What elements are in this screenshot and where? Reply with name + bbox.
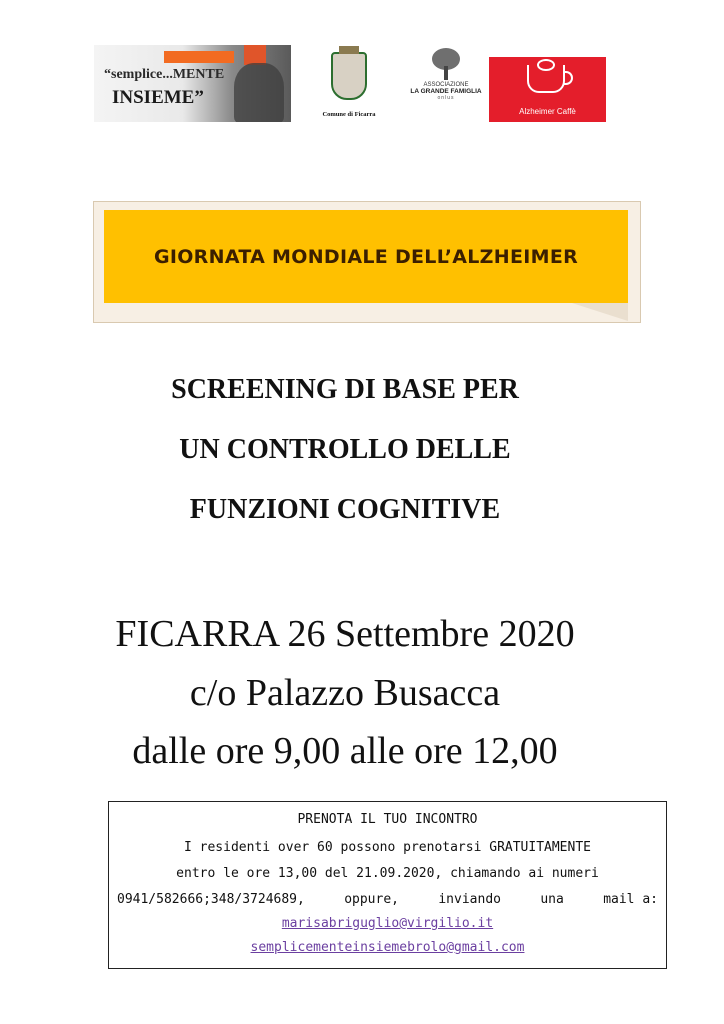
email-link-gmail[interactable]: semplicementeinsiemebrolo@gmail.com [250, 940, 525, 955]
booking-box [108, 801, 667, 969]
cup-handle [563, 71, 573, 85]
logo-text-line1: “semplice...MENTE [104, 67, 225, 82]
banner [104, 210, 628, 303]
booking-word: una [540, 892, 564, 907]
associazione-name: LA GRANDE FAMIGLIA [410, 88, 482, 95]
coat-of-arms-icon [331, 52, 367, 100]
booking-word: inviando [438, 892, 501, 907]
associazione-onlus: onlus [437, 95, 455, 101]
logo-orange-block [244, 45, 266, 65]
booking-title: PRENOTA IL TUO INCONTRO [297, 812, 478, 827]
comune-crest-logo [318, 52, 380, 124]
banner-page-curl [572, 303, 628, 321]
booking-word: oppure, [344, 892, 399, 907]
coffee-cup-icon [527, 65, 565, 93]
event-time: dalle ore 9,00 alle ore 12,00 [132, 730, 558, 772]
elderly-person-photo [234, 63, 284, 122]
comune-caption: Comune di Ficarra [322, 111, 376, 118]
subtitle-line-2: UN CONTROLLO DELLE [179, 434, 511, 465]
event-location: c/o Palazzo Busacca [189, 672, 501, 714]
tree-icon [428, 48, 464, 80]
logo-orange-bar [164, 51, 234, 63]
alzheimer-caffe-logo [489, 57, 606, 122]
banner-title: GIORNATA MONDIALE DELL’ALZHEIMER [153, 245, 579, 268]
booking-deadline: entro le ore 13,00 del 21.09.2020, chiamando ai numeri [176, 866, 599, 881]
semplice-mente-insieme-logo [94, 45, 291, 122]
phone-numbers: 0941/582666;348/3724689, [117, 892, 305, 907]
email-link-virgilio[interactable]: marisabriguglio@virgilio.it [281, 916, 494, 931]
booking-phone-line [117, 892, 658, 907]
booking-eligibility: I residenti over 60 possono prenotarsi GRATUITAMENTE [184, 840, 591, 855]
logo-text-line2: INSIEME” [112, 87, 204, 108]
associazione-label: ASSOCIAZIONE [423, 82, 469, 88]
booking-word: mail a: [603, 892, 658, 907]
associazione-logo [408, 44, 484, 122]
subtitle-line-3: FUNZIONI COGNITIVE [189, 494, 501, 525]
caffe-label: Alzheimer Caffè [519, 107, 576, 116]
subtitle-line-1: SCREENING DI BASE PER [171, 374, 519, 405]
event-date: FICARRA 26 Settembre 2020 [115, 613, 575, 655]
